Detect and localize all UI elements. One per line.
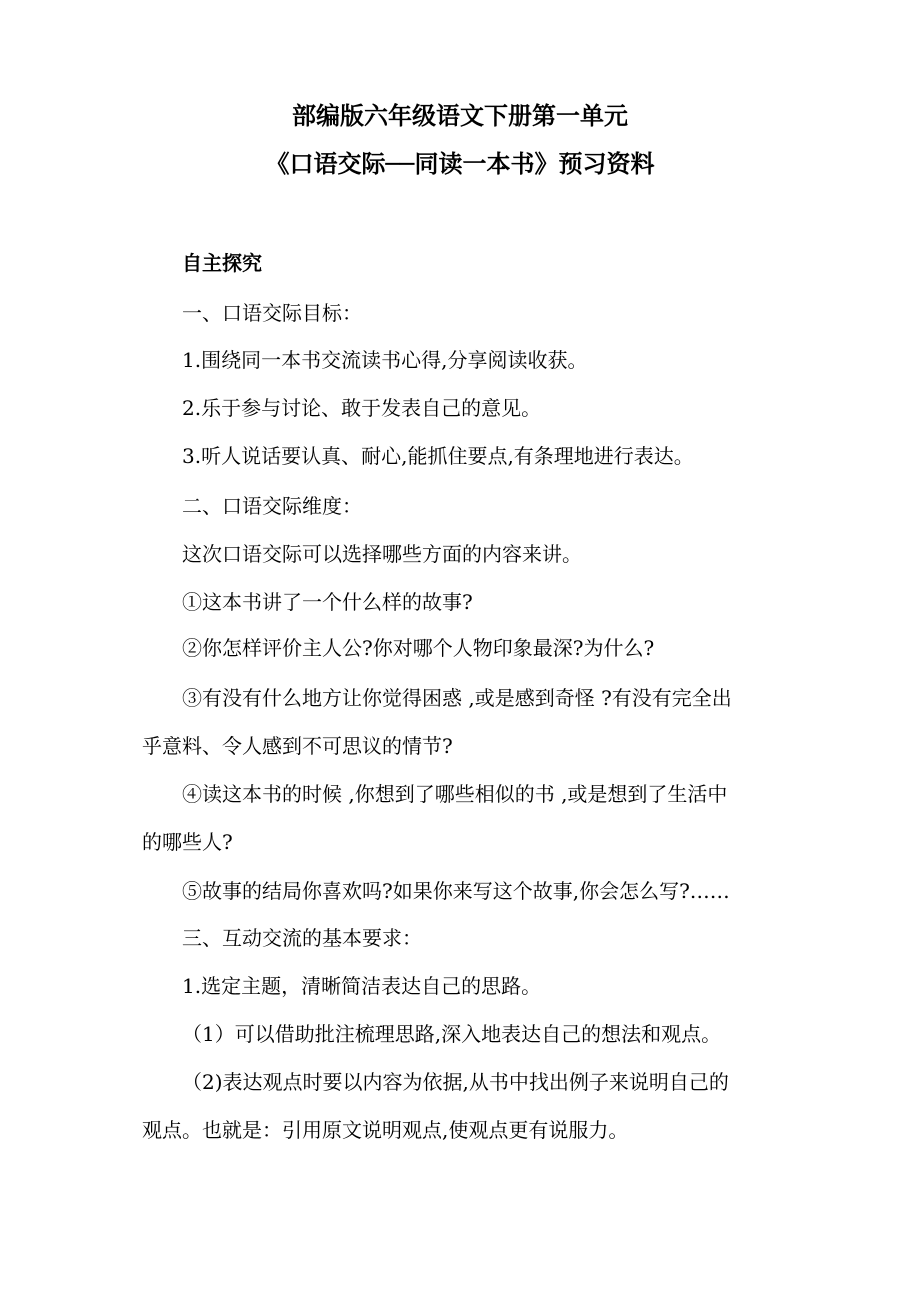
section-heading: 自主探究 [182, 251, 262, 275]
requirement-1-b-line-1: （2)表达观点时要以内容为依据,从书中找出例子来说明自己的 [182, 1070, 729, 1094]
dimension-intro: 这次口语交际可以选择哪些方面的内容来讲。 [182, 542, 582, 566]
question-2: ②你怎样评价主人公?你对哪个人物印象最深?为什么? [182, 636, 655, 660]
requirement-1-a: （1）可以借助批注梳理思路,深入地表达自己的想法和观点。 [182, 1022, 722, 1046]
requirement-1-b-line-2: 观点。也就是：引用原文说明观点,使观点更有说服力。 [142, 1118, 629, 1142]
question-4-line-1: ④读这本书的时候 ,你想到了哪些相似的书 ,或是想到了生活中 [182, 782, 728, 806]
question-1: ①这本书讲了一个什么样的故事? [182, 590, 473, 614]
goal-item-3: 3.听人说话要认真、耐心,能抓住要点,有条理地进行表达。 [182, 444, 694, 468]
document-title-line-1: 部编版六年级语文下册第一单元 [292, 102, 628, 130]
goal-item-2: 2.乐于参与讨论、敢于发表自己的意见。 [182, 396, 542, 420]
goal-item-1: 1.围绕同一本书交流读书心得,分享阅读收获。 [182, 348, 588, 372]
part1-heading: 一、口语交际目标： [182, 301, 362, 325]
question-5: ⑤故事的结局你喜欢吗?如果你来写这个故事,你会怎么写?…… [182, 879, 730, 903]
requirement-1: 1.选定主题，清晰简洁表达自己的思路。 [182, 974, 542, 998]
question-3-line-2: 乎意料、令人感到不可思议的情节? [142, 734, 453, 758]
question-4-line-2: 的哪些人? [142, 830, 233, 854]
document-title-line-2: 《口语交际──同读一本书》预习资料 [265, 150, 655, 178]
question-3-line-1: ③有没有什么地方让你觉得困惑 ,或是感到奇怪 ?有没有完全出 [182, 686, 732, 710]
part3-heading: 三、互动交流的基本要求： [182, 926, 422, 950]
part2-heading: 二、口语交际维度： [182, 494, 362, 518]
